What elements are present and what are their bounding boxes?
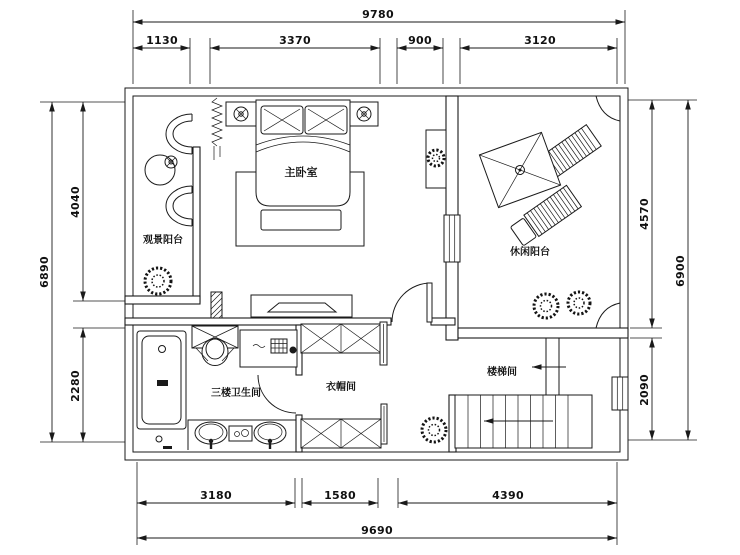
window-stairwell xyxy=(612,377,628,410)
soap-tray xyxy=(229,426,252,441)
dim-left-seg2: 2280 xyxy=(69,370,82,402)
wall-viewbalcony-bottom xyxy=(125,296,200,304)
dim-bottom-seg3: 4390 xyxy=(492,489,524,502)
mirror-top xyxy=(380,322,387,365)
column-hatch xyxy=(211,292,222,318)
dim-top-overall: 9780 xyxy=(362,8,394,21)
dim-top-seg4: 3120 xyxy=(524,34,556,47)
dim-left-seg1: 4040 xyxy=(69,186,82,218)
room-label-cloakroom: 衣帽间 xyxy=(326,382,356,393)
bed-bench xyxy=(261,210,341,230)
room-label-stairwell: 楼梯间 xyxy=(487,367,517,378)
bathtub xyxy=(137,331,186,429)
room-label-view-balcony: 观景阳台 xyxy=(143,235,183,246)
window-bedroom-balcony xyxy=(444,215,460,262)
dim-bottom-seg1: 3180 xyxy=(200,489,232,502)
nightstand-right xyxy=(350,102,378,126)
wardrobe-bottom xyxy=(301,419,381,448)
wall-main-divider2 xyxy=(431,318,455,325)
fixture-mark xyxy=(163,446,172,449)
dim-bottom-seg2: 1580 xyxy=(324,489,356,502)
tv-cabinet xyxy=(251,295,352,317)
wall-balcony-bottom xyxy=(458,328,628,338)
dim-left-overall: 6890 xyxy=(38,256,51,288)
dim-top-seg2: 3370 xyxy=(279,34,311,47)
plant-shelf xyxy=(426,130,446,188)
stair-treads xyxy=(455,395,592,448)
room-label-master-bedroom: 主卧室 xyxy=(284,166,318,179)
room-label-leisure-balcony: 休闲阳台 xyxy=(510,247,550,258)
mirror-bottom xyxy=(381,404,387,444)
dim-right-overall: 6900 xyxy=(674,255,687,287)
room-label-bathroom: 三楼卫生间 xyxy=(211,388,261,399)
dim-right-seg2: 2090 xyxy=(638,374,651,406)
dim-top-seg1: 1130 xyxy=(146,34,178,47)
wardrobe-top xyxy=(301,324,381,353)
dim-bottom-overall: 9690 xyxy=(361,524,393,537)
nightstand-left xyxy=(226,102,256,126)
dim-right-seg1: 4570 xyxy=(638,198,651,230)
shower-unit xyxy=(240,330,297,367)
dim-top-seg3: 900 xyxy=(408,34,432,47)
wall-viewbalcony xyxy=(193,147,200,302)
